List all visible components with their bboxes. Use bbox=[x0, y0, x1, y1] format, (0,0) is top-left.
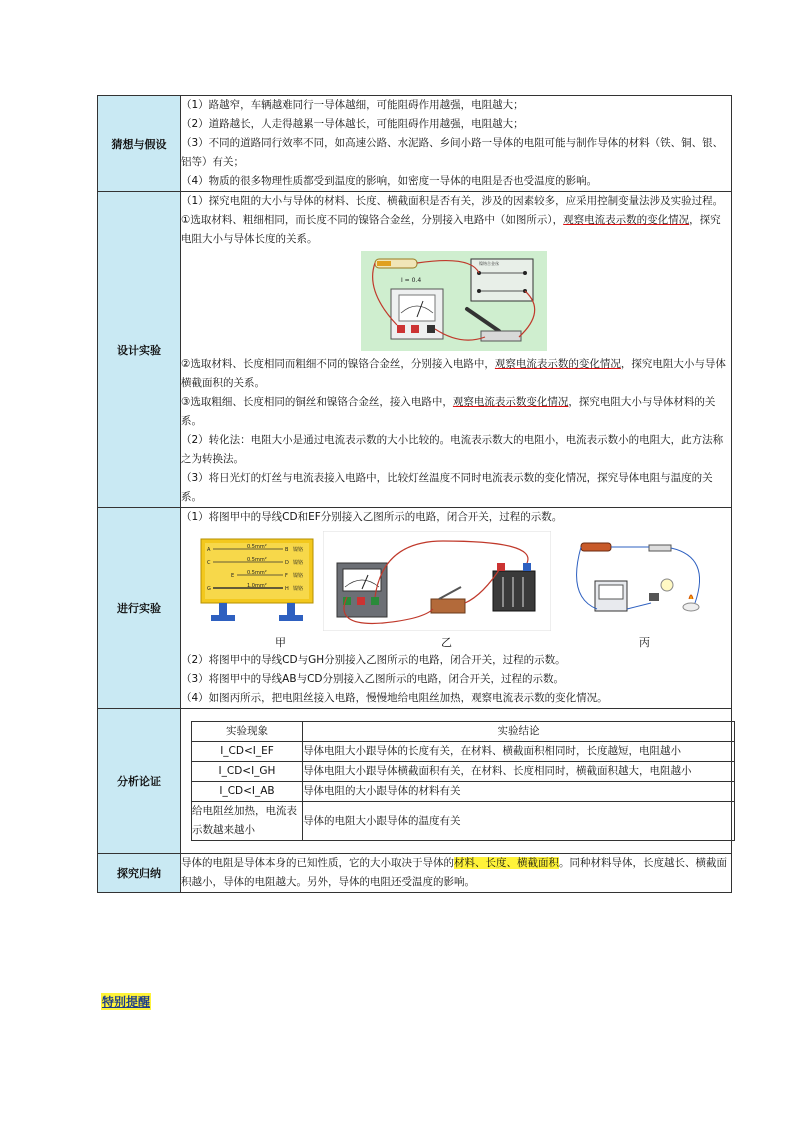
analysis-row bbox=[192, 782, 735, 802]
analysis-header-row bbox=[192, 722, 735, 742]
row-guess bbox=[98, 96, 732, 192]
board-size-1: 0.5mm² bbox=[247, 544, 267, 550]
figure-bing-circuit bbox=[571, 537, 721, 623]
guess-line-4: （4）物质的很多物理性质都受到温度的影响，如密度一导体的电阻是否也受温度的影响。 bbox=[181, 175, 598, 187]
summary-text-a: 导体的电阻是导体本身的已知性质，它的大小取决于导体的 bbox=[181, 857, 454, 869]
row-content-conduct bbox=[181, 508, 732, 709]
board-size-2: 0.5mm² bbox=[247, 557, 267, 563]
row-conduct bbox=[98, 508, 732, 709]
board-g: G bbox=[207, 586, 211, 592]
analysis-row bbox=[192, 742, 735, 762]
row-content-analysis bbox=[181, 709, 732, 854]
row-summary bbox=[98, 854, 732, 893]
meter-reading: I = 0.4 bbox=[401, 277, 422, 284]
guess-line-1: （1）路越窄，车辆越难同行一导体越细，可能阻碍作用越强，电阻越大； bbox=[181, 99, 524, 111]
figure-yi-circuit bbox=[323, 531, 551, 631]
board-c: C bbox=[207, 560, 211, 566]
board-b: B bbox=[285, 547, 289, 553]
summary-text bbox=[181, 854, 731, 892]
analysis-table bbox=[191, 721, 735, 841]
design-p2 bbox=[181, 211, 731, 249]
board-mat-1: 镍铬 bbox=[293, 547, 304, 553]
analysis-header-conclusion: 实验结论 bbox=[303, 722, 735, 742]
analysis-conclusion-4: 导体的电阻大小跟导体的温度有关 bbox=[303, 802, 735, 841]
row-label-conduct: 进行实验 bbox=[98, 508, 181, 709]
design-p4 bbox=[181, 393, 731, 431]
design-p1: （1）探究电阻的大小与导体的材料、长度、横截面积是否有关，涉及的因素较多，应采用控制变量法涉及实验过程。 bbox=[181, 195, 724, 207]
board-size-4: 1.0mm² bbox=[247, 583, 267, 589]
design-p3 bbox=[181, 355, 731, 393]
board-size-3: 0.5mm² bbox=[247, 570, 267, 576]
row-content-summary bbox=[181, 854, 732, 893]
wire-label-top: 镍铬合金丝 bbox=[479, 261, 499, 266]
experiment-figures bbox=[181, 531, 731, 651]
figure-jia-board bbox=[197, 537, 317, 627]
summary-highlight: 材料、长度、横截面积 bbox=[454, 857, 559, 869]
board-f: F bbox=[285, 573, 288, 579]
guess-line-3: （3）不同的道路同行效率不同，如高速公路、水泥路、乡间小路一导体的电阻可能与制作导体的材料（铁、铜、银、铝等）有关； bbox=[181, 137, 724, 168]
circuit-figure-1 bbox=[361, 251, 547, 351]
experiment-table-wrapper bbox=[97, 95, 729, 893]
experiment-table bbox=[97, 95, 732, 893]
board-a: A bbox=[207, 547, 211, 553]
conduct-p2: （2）将图甲中的导线CD与GH分别接入乙图所示的电路，闭合开关，过程的示数。 bbox=[181, 654, 566, 666]
analysis-conclusion-1: 导体电阻大小跟导体的长度有关，在材料、横截面积相同时，长度越短，电阻越小 bbox=[303, 742, 735, 762]
board-mat-3: 镍铬 bbox=[293, 573, 304, 579]
row-analysis bbox=[98, 709, 732, 854]
row-design bbox=[98, 192, 732, 508]
analysis-conclusion-2: 导体电阻大小跟导体横截面积有关，在材料、长度相同时，横截面积越大，电阻越小 bbox=[303, 762, 735, 782]
analysis-phenomenon-2: I_CD<I_GH bbox=[192, 762, 303, 782]
summary-text-b: 。同种材料导体，长度越长、横截面积越小，导体的电阻越大。另外，导体的电阻还受温度的影响。 bbox=[181, 857, 727, 888]
row-content-guess bbox=[181, 96, 732, 192]
analysis-phenomenon-3: I_CD<I_AB bbox=[192, 782, 303, 802]
analysis-header-phenomenon: 实验现象 bbox=[192, 722, 303, 742]
design-p6: （3）将日光灯的灯丝与电流表接入电路中，比较灯丝温度不同时电流表示数的变化情况，探究导体电阻与温度的关系。 bbox=[181, 472, 713, 503]
analysis-phenomenon-1: I_CD<I_EF bbox=[192, 742, 303, 762]
design-p4-tail: ，探究电阻大小与导体材料的关系。 bbox=[181, 396, 716, 427]
board-h: H bbox=[285, 586, 289, 592]
conduct-p3: （3）将图甲中的导线AB与CD分别接入乙图所示的电路，闭合开关，过程的示数。 bbox=[181, 673, 564, 685]
board-d: D bbox=[285, 560, 289, 566]
row-label-design: 设计实验 bbox=[98, 192, 181, 508]
analysis-row bbox=[192, 762, 735, 782]
analysis-conclusion-3: 导体电阻的大小跟导体的材料有关 bbox=[303, 782, 735, 802]
row-label-guess: 猜想与假设 bbox=[98, 96, 181, 192]
caption-yi: 乙 bbox=[441, 636, 452, 649]
design-p2-underline: 观察电流表示数的变化情况 bbox=[563, 214, 690, 226]
design-p5: （2）转化法：电阻大小是通过电流表示数的大小比较的。电流表示数大的电阻小，电流表示数小的电阻大，此方法称之为转换法。 bbox=[181, 434, 724, 465]
analysis-row bbox=[192, 802, 735, 841]
circuit-illustration bbox=[361, 251, 547, 351]
board-e: E bbox=[231, 573, 235, 579]
design-p3-text: ②选取材料、长度相同而粗细不同的镍铬合金丝，分别接入电路中， bbox=[181, 358, 495, 370]
caption-bing: 丙 bbox=[639, 636, 650, 649]
conduct-p4: （4）如图丙所示，把电阻丝接入电路，慢慢地给电阻丝加热，观察电流表示数的变化情况。 bbox=[181, 692, 608, 704]
design-p4-text: ③选取粗细、长度相同的铜丝和镍铬合金丝，接入电路中， bbox=[181, 396, 453, 408]
board-mat-2: 镍铬 bbox=[293, 560, 304, 566]
analysis-phenomenon-4: 给电阻丝加热，电流表示数越来越小 bbox=[192, 802, 303, 841]
special-note-heading: 特别提醒 bbox=[102, 995, 151, 1009]
design-p2-text: ①选取材料、粗细相同，而长度不同的镍铬合金丝，分别接入电路中（如图所示）， bbox=[181, 214, 564, 226]
row-label-summary: 探究归纳 bbox=[98, 854, 181, 893]
design-p2-tail: ，探究电阻大小与导体长度的关系。 bbox=[181, 214, 721, 245]
caption-jia: 甲 bbox=[275, 636, 286, 649]
row-label-analysis: 分析论证 bbox=[98, 709, 181, 854]
design-p3-tail: ，探究电阻大小与导体横截面积的关系。 bbox=[181, 358, 726, 389]
conduct-p1: （1）将图甲中的导线CD和EF分别接入乙图所示的电路，闭合开关，过程的示数。 bbox=[181, 511, 563, 523]
guess-line-2: （2）道路越长，人走得越累一导体越长，可能阻碍作用越强，电阻越大； bbox=[181, 118, 524, 130]
design-p4-underline: 观察电流表示数变化情况 bbox=[452, 396, 569, 408]
board-mat-4: 镍铬 bbox=[293, 586, 304, 592]
row-content-design bbox=[181, 192, 732, 508]
design-p3-underline: 观察电流表示数的变化情况 bbox=[494, 358, 621, 370]
